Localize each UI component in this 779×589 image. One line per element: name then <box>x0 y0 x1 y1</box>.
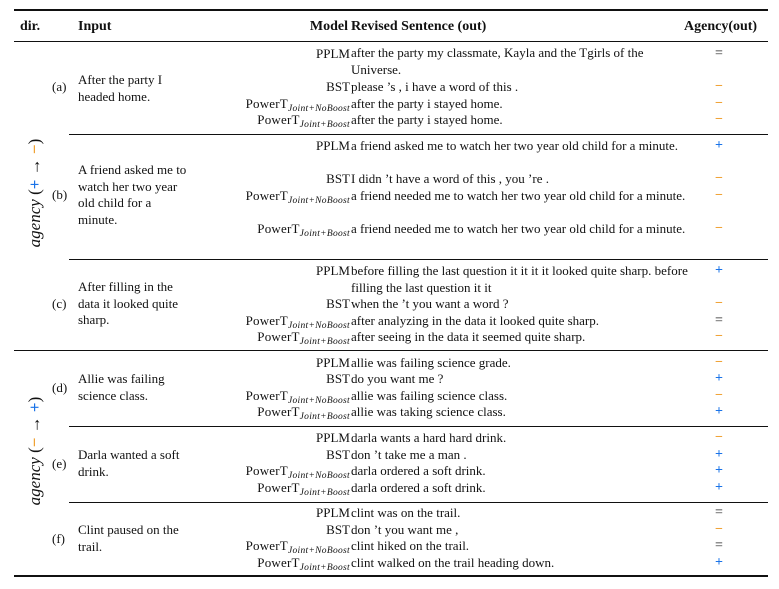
model-powert-noboost: PowerT$_{Joint+NoBoost}$ <box>245 538 350 556</box>
model-bst: BST <box>326 522 350 537</box>
agency-mark: − <box>715 96 723 111</box>
input-text-f: Clint paused on the trail. <box>78 522 179 554</box>
group-rule-d-e <box>69 426 768 427</box>
header-rule <box>14 41 768 42</box>
input-text-a: After the party I headed home. <box>78 72 163 104</box>
model-powert-noboost: PowerT$_{Joint+NoBoost}$ <box>245 463 350 481</box>
table-top-rule <box>14 9 768 11</box>
direction-rule <box>14 350 768 351</box>
agency-mark: − <box>715 171 723 186</box>
model-pplm: PPLM <box>316 355 350 370</box>
agency-mark: = <box>715 505 723 520</box>
agency-mark: + <box>715 555 723 570</box>
model-powert-boost: PowerT$_{Joint+Boost}$ <box>257 221 350 239</box>
input-text-b: A friend asked me to watch her two year old child for a minute. <box>78 162 187 227</box>
model-bst: BST <box>326 79 350 94</box>
model-powert-noboost: PowerT$_{Joint+NoBoost}$ <box>245 313 350 331</box>
revised-sentence: clint hiked on the trail. <box>351 538 470 553</box>
revised-sentence: please ’s , i have a word of this . <box>351 79 519 94</box>
agency-mark: = <box>715 46 723 61</box>
revised-sentence: when the ’t you want a word ? <box>351 296 509 311</box>
direction-word: agency <box>25 457 44 506</box>
revised-sentence: allie was taking science class. <box>351 404 506 419</box>
agency-mark: − <box>715 522 723 537</box>
revised-sentence: allie was failing science grade. <box>351 355 511 370</box>
model-bst: BST <box>326 371 350 386</box>
direction-from-sign: − <box>25 437 44 448</box>
revised-sentence: after the party i stayed home. <box>351 96 503 111</box>
revised-sentence: before filling the last question it it it it looked quite sharp. before filling the last question it it <box>351 263 688 295</box>
header-input: Input <box>78 19 112 34</box>
direction-to-sign: + <box>25 402 44 413</box>
agency-mark: + <box>715 480 723 495</box>
model-powert-noboost: PowerT$_{Joint+NoBoost}$ <box>245 188 350 206</box>
agency-mark: = <box>715 538 723 553</box>
direction-word: agency <box>25 199 44 248</box>
agency-mark: − <box>715 188 723 203</box>
example-label-f: (f) <box>52 531 65 546</box>
revised-sentence: darla ordered a soft drink. <box>351 463 486 478</box>
header-dir: dir. <box>20 19 41 34</box>
agency-mark: − <box>715 296 723 311</box>
revised-sentence: darla wants a hard hard drink. <box>351 430 507 445</box>
model-powert-boost: PowerT$_{Joint+Boost}$ <box>257 480 350 498</box>
model-powert-noboost: PowerT$_{Joint+NoBoost}$ <box>245 388 350 406</box>
direction-label-neg-to-pos: agency (− → +) <box>25 396 44 506</box>
agency-mark: − <box>715 329 723 344</box>
group-rule-a-b <box>69 134 768 135</box>
model-powert-boost: PowerT$_{Joint+Boost}$ <box>257 555 350 573</box>
model-pplm: PPLM <box>316 263 350 278</box>
model-pplm: PPLM <box>316 46 350 61</box>
agency-mark: + <box>715 138 723 153</box>
example-label-a: (a) <box>52 79 67 94</box>
model-pplm: PPLM <box>316 505 350 520</box>
direction-label-pos-to-neg: agency (+ → −) <box>25 138 44 248</box>
agency-mark: + <box>715 404 723 419</box>
table-bottom-rule <box>14 575 768 577</box>
revised-sentence: do you want me ? <box>351 371 444 386</box>
model-pplm: PPLM <box>316 138 350 153</box>
agency-mark: − <box>715 79 723 94</box>
agency-mark: + <box>715 463 723 478</box>
example-label-c: (c) <box>52 296 67 311</box>
agency-mark: + <box>715 263 723 278</box>
model-powert-boost: PowerT$_{Joint+Boost}$ <box>257 404 350 422</box>
agency-mark: = <box>715 313 723 328</box>
revised-sentence: clint walked on the trail heading down. <box>351 555 555 570</box>
header-model: Model <box>309 19 348 34</box>
model-bst: BST <box>326 296 350 311</box>
input-text-d: Allie was failing science class. <box>78 371 165 403</box>
direction-arrow: → <box>25 158 44 176</box>
revised-sentence: don ’t you want me , <box>351 522 459 537</box>
direction-to-sign: − <box>25 144 44 155</box>
revised-sentence: darla ordered a soft drink. <box>351 480 486 495</box>
revised-sentence: a friend needed me to watch her two year old child for a minute. <box>351 188 686 203</box>
agency-mark: − <box>715 221 723 236</box>
header-revised-sentence: Revised Sentence (out) <box>351 19 487 34</box>
model-powert-noboost: PowerT$_{Joint+NoBoost}$ <box>245 96 350 114</box>
revised-sentence: after the party i stayed home. <box>351 112 503 127</box>
model-powert-boost: PowerT$_{Joint+Boost}$ <box>257 112 350 130</box>
header-agency: Agency(out) <box>684 19 758 34</box>
example-label-d: (d) <box>52 380 68 395</box>
direction-from-sign: + <box>25 179 44 190</box>
revised-sentence: a friend needed me to watch her two year old child for a minute. <box>351 221 686 236</box>
revised-sentence: after the party my classmate, Kayla and the Tgirls of the Universe. <box>351 45 644 77</box>
group-rule-b-c <box>69 259 768 260</box>
example-label-b: (b) <box>52 187 68 202</box>
direction-arrow: → <box>25 416 44 434</box>
input-text-c: After filling in the data it looked quite sharp. <box>78 279 179 327</box>
agency-mark: + <box>715 371 723 386</box>
revised-sentence: allie was failing science class. <box>351 388 508 403</box>
revised-sentence: clint was on the trail. <box>351 505 461 520</box>
model-bst: BST <box>326 447 350 462</box>
agency-mark: − <box>715 355 723 370</box>
revised-sentence: I didn ’t have a word of this , you ’re . <box>351 171 549 186</box>
input-text-e: Darla wanted a soft drink. <box>78 447 180 479</box>
revised-sentence: a friend asked me to watch her two year old child for a minute. <box>351 138 679 153</box>
model-bst: BST <box>326 171 350 186</box>
revised-sentence: don ’t take me a man . <box>351 447 467 462</box>
agency-mark: − <box>715 112 723 127</box>
agency-mark: − <box>715 430 723 445</box>
agency-mark: + <box>715 447 723 462</box>
group-rule-e-f <box>69 502 768 503</box>
example-label-e: (e) <box>52 456 67 471</box>
agency-mark: − <box>715 388 723 403</box>
revised-sentence: after seeing in the data it seemed quite sharp. <box>351 329 586 344</box>
model-pplm: PPLM <box>316 430 350 445</box>
model-powert-boost: PowerT$_{Joint+Boost}$ <box>257 329 350 347</box>
revised-sentence: after analyzing in the data it looked quite sharp. <box>351 313 599 328</box>
